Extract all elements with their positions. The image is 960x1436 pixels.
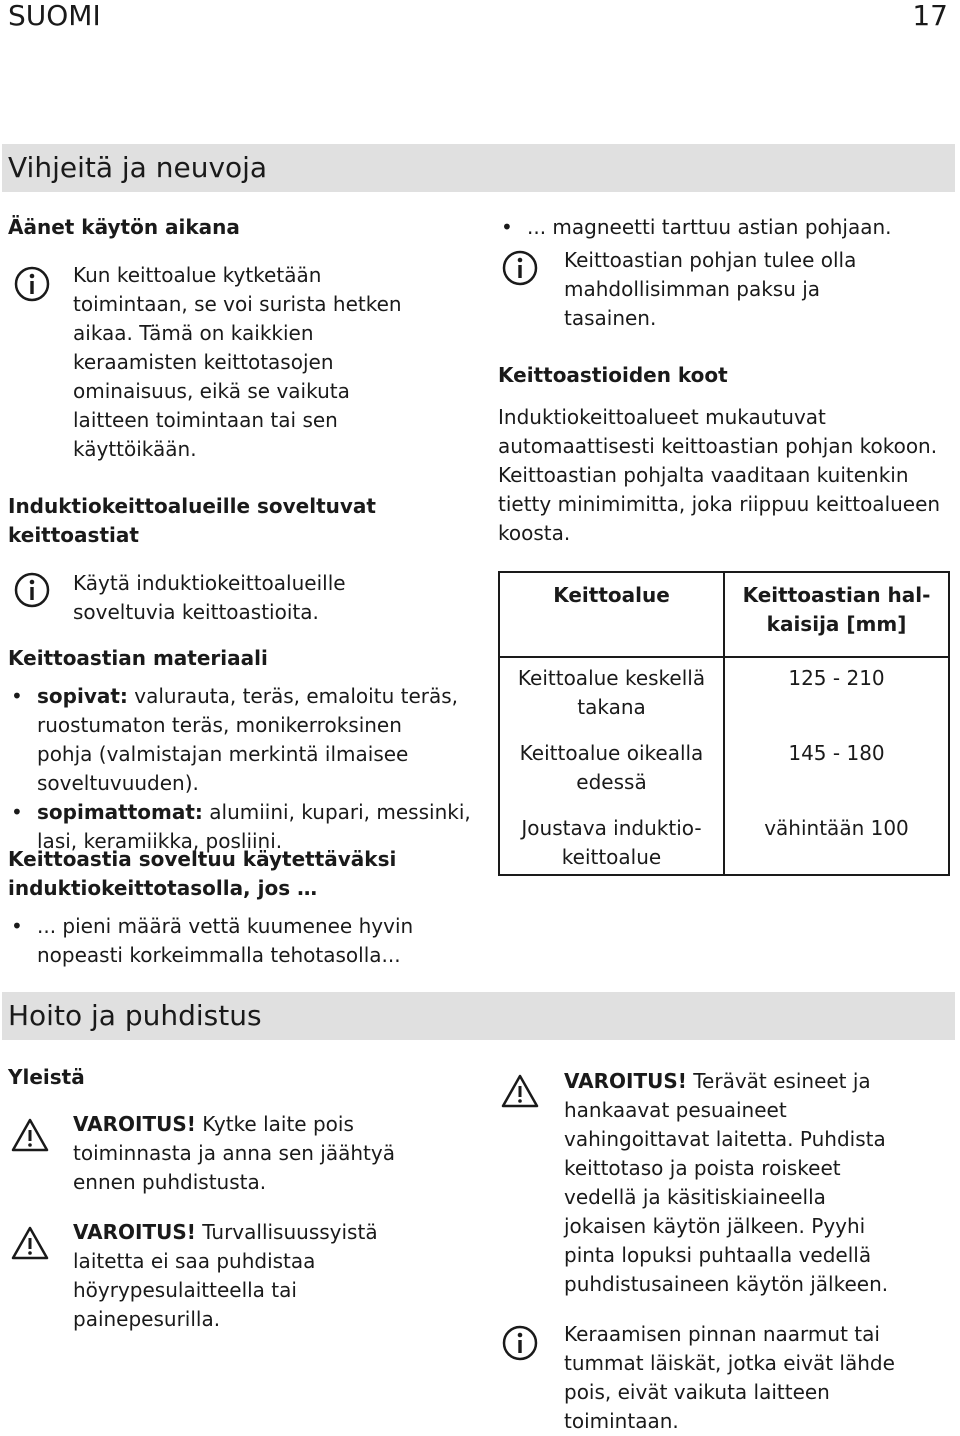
table-row xyxy=(499,657,949,733)
page-header xyxy=(0,0,960,32)
table-cell: 125 - 210 xyxy=(724,657,949,733)
warning-note-3: VAROITUS! Terävät esineet ja hankaavat pesuaineet vahingoittavat laitetta. Puhdista keittotaso ja poista roiskeet vedellä ja käsitiskiaineella jokaisen käytön jälkeen. Pyyhi pinta lopuksi puhtaalla vedellä puhdistusaineen käytön jälkeen. xyxy=(564,1069,889,1296)
list-item: • ... magneetti tarttuu astian pohjaan. xyxy=(498,213,948,242)
table-row xyxy=(499,808,949,875)
section-title-tips: Vihjeitä ja neuvoja xyxy=(2,144,955,192)
info-icon xyxy=(500,248,540,288)
column-header-diameter: Keittoastian hal- kaisija [mm] xyxy=(724,572,949,657)
warning-icon xyxy=(10,1224,50,1264)
suitable-list xyxy=(8,912,478,970)
table-row xyxy=(499,733,949,808)
table-cell: 145 - 180 xyxy=(724,733,949,808)
table-cell: Keittoalue oikealla edessä xyxy=(499,733,724,808)
list-item: • sopimattomat: alumiini, kupari, messinki, lasi, keramiikka, posliini. xyxy=(8,798,478,856)
warning-note-2: VAROITUS! Turvallisuussyistä laitetta ei saa puhdistaa höyrypesulaitteella tai painepesurilla. xyxy=(73,1220,378,1331)
sizes-text: Induktiokeittoalueet mukautuvat automaattisesti keittoastian pohjan kokoon. Keittoastian pohjalta vaaditaan kuitenkin tietty minimimitta, joka riippuu keittoalueen koosta. xyxy=(498,405,941,545)
general-heading: Yleistä xyxy=(8,1065,85,1089)
column-header-zone: Keittoalue xyxy=(499,572,724,657)
cookware-heading: Induktiokeittoalueille soveltuvat keittoastiat xyxy=(8,494,376,547)
suitable-heading: Keittoastia soveltuu käytettäväksi induktiokeittotasolla, jos … xyxy=(8,847,397,900)
noise-heading: Äänet käytön aikana xyxy=(8,215,240,239)
cookware-note: Käytä induktiokeittoalueille soveltuvia keittoastioita. xyxy=(73,571,346,624)
info-icon xyxy=(500,1323,540,1363)
noise-note: Kun keittoalue kytketään toimintaan, se voi surista hetken aikaa. Tämä on kaikkien keraamisten keittotasojen ominaisuus, eikä se vaikuta laitteen toimintaan tai sen käyttöikään. xyxy=(73,263,402,461)
list-item: • ... pieni määrä vettä kuumenee hyvin nopeasti korkeimmalla tehotasolla... xyxy=(8,912,478,970)
table-cell: vähintään 100 xyxy=(724,808,949,875)
info-icon xyxy=(12,570,52,610)
warning-icon xyxy=(500,1072,540,1112)
sizes-heading: Keittoastioiden koot xyxy=(498,363,728,387)
material-list xyxy=(8,682,478,856)
cookware-size-table xyxy=(498,571,950,876)
info-icon xyxy=(12,264,52,304)
table-cell: Joustava induktio- keittoalue xyxy=(499,808,724,875)
warning-note-1: VAROITUS! Kytke laite pois toiminnasta ja anna sen jäähtyä ennen puhdistusta. xyxy=(73,1112,395,1194)
material-heading: Keittoastian materiaali xyxy=(8,646,268,670)
table-cell: Keittoalue keskellä takana xyxy=(499,657,724,733)
magnet-note: Keittoastian pohjan tulee olla mahdollisimman paksu ja tasainen. xyxy=(564,248,857,330)
language-label: SUOMI xyxy=(8,0,101,32)
page-number: 17 xyxy=(912,0,948,32)
section-title-care: Hoito ja puhdistus xyxy=(2,992,955,1040)
table-header-row xyxy=(499,572,949,657)
info-note-scratches: Keraamisen pinnan naarmut tai tummat läiskät, jotka eivät lähde pois, eivät vaikuta laitteen toimintaan. xyxy=(564,1322,895,1433)
warning-icon xyxy=(10,1116,50,1156)
list-item: • sopivat: valurauta, teräs, emaloitu teräs, ruostumaton teräs, monikerroksinen pohja (valmistajan merkintä ilmaisee soveltuvuuden). xyxy=(8,682,478,798)
magnet-list xyxy=(498,213,948,242)
